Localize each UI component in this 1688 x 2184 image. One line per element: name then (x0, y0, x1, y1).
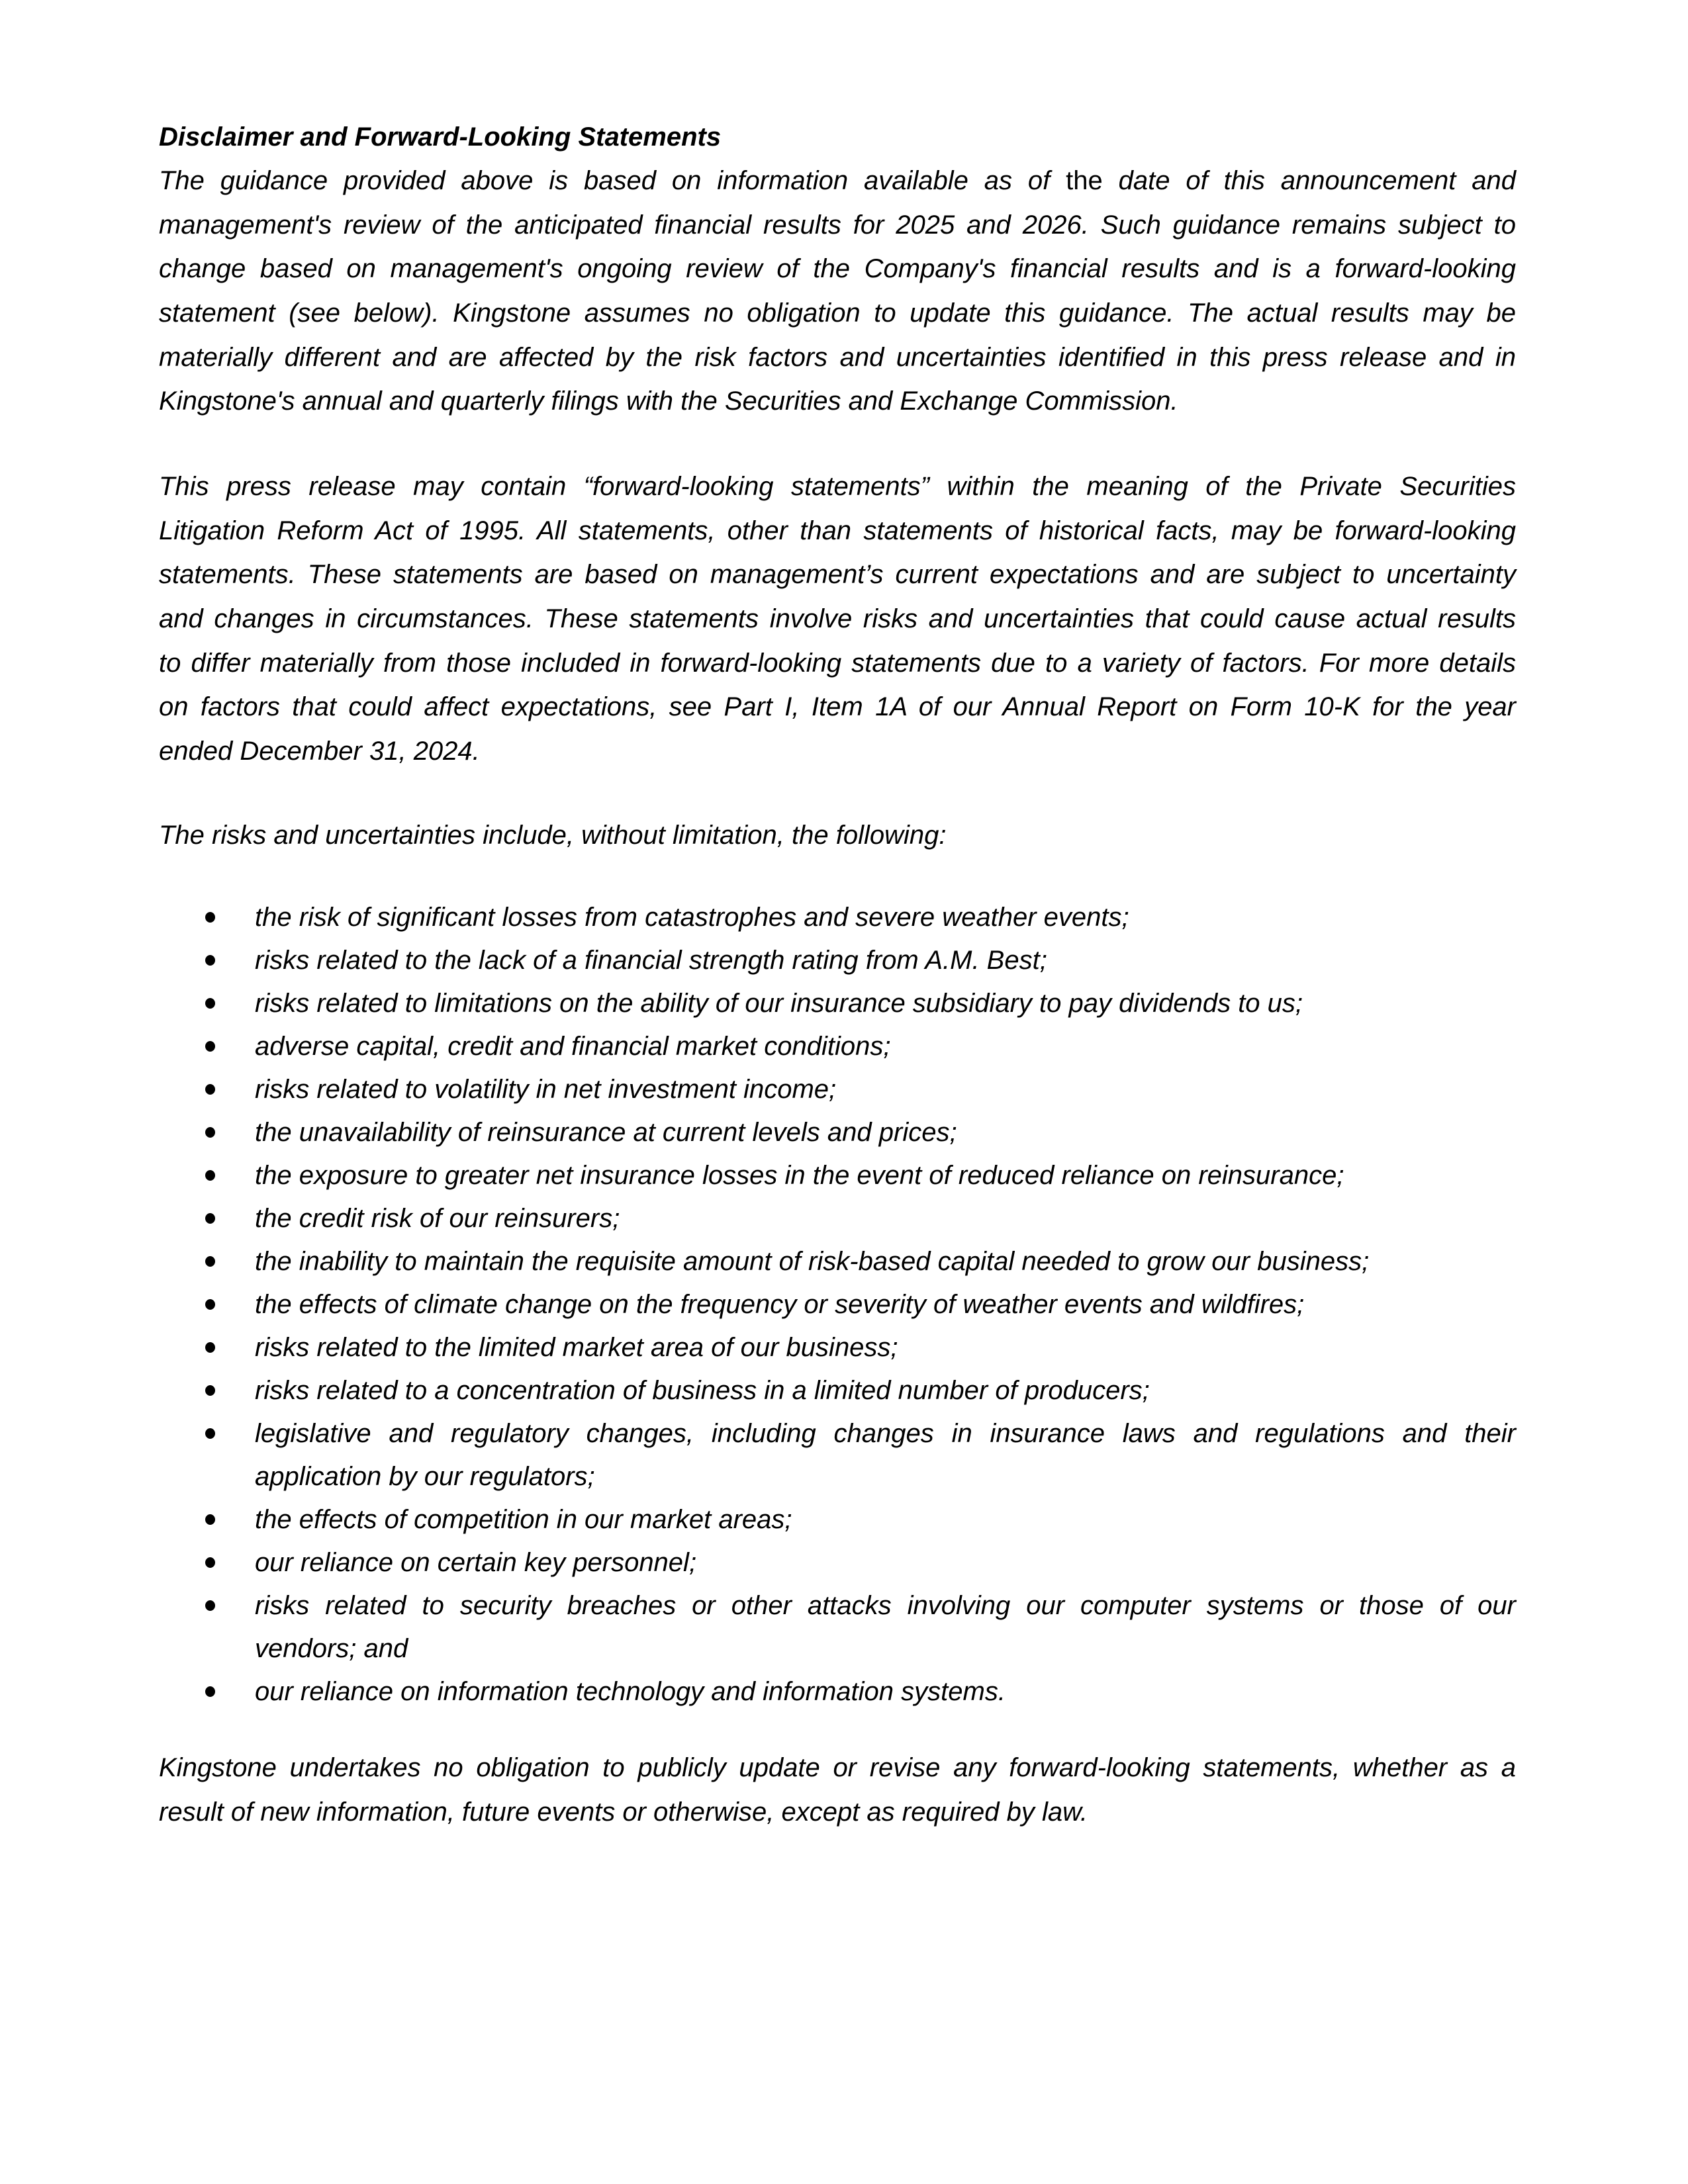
list-item (159, 1670, 1516, 1713)
paragraph-line: to differ materially from those included in forward-looking statements due to a variety of factors. For more details (159, 648, 1516, 678)
risks-intro (159, 813, 1516, 858)
bullet-icon (205, 1041, 215, 1052)
closing-paragraph (159, 1746, 1516, 1834)
paragraph-line: This press release may contain “forward-looking statements” within the meaning of the Private Securities (159, 472, 1516, 501)
list-item (159, 1541, 1516, 1584)
guidance-disclaimer-paragraph (159, 159, 1516, 424)
list-item-text: adverse capital, credit and financial market conditions; (255, 1032, 891, 1061)
paragraph-line: materially different and are affected by the risk factors and uncertainties identified in this press release and in (159, 342, 1516, 372)
section-heading: Disclaimer and Forward-Looking Statements (159, 122, 722, 152)
list-item-text: vendors; and (255, 1634, 408, 1663)
paragraph-line: Litigation Reform Act of 1995. All statements, other than statements of historical facts, may be forward-looking (159, 516, 1516, 545)
bullet-icon (205, 1600, 215, 1611)
list-item-text: the credit risk of our reinsurers; (255, 1204, 620, 1233)
paragraph-line: and changes in circumstances. These statements involve risks and uncertainties that could cause actual results (159, 604, 1516, 634)
risk-factors-list (159, 896, 1516, 1713)
list-item (159, 896, 1516, 939)
list-item-text: risks related to a concentration of business in a limited number of producers; (255, 1376, 1150, 1405)
list-item-text: risks related to the lack of a financial strength rating from A.M. Best; (255, 946, 1047, 975)
list-item-text: risks related to volatility in net investment income; (255, 1075, 837, 1104)
paragraph-line: result of new information, future events or otherwise, except as required by law. (159, 1797, 1088, 1827)
paragraph-line: statement (see below). Kingstone assumes no obligation to update this guidance. The actual results may be (159, 298, 1516, 328)
list-item-text: legislative and regulatory changes, including changes in insurance laws and regulations and their (255, 1419, 1516, 1448)
forward-looking-paragraph (159, 465, 1516, 774)
paragraph-line: Kingstone undertakes no obligation to publicly update or revise any forward-looking statements, whether as a (159, 1753, 1516, 1782)
list-item-text: the unavailability of reinsurance at current levels and prices; (255, 1118, 957, 1147)
list-item-text: the risk of significant losses from catastrophes and severe weather events; (255, 903, 1129, 932)
list-item-text: the effects of climate change on the frequency or severity of weather events and wildfires; (255, 1290, 1305, 1319)
paragraph-line: statements. These statements are based on management’s current expectations and are subject to uncertainty (159, 560, 1516, 590)
list-item (159, 1326, 1516, 1369)
bullet-icon (205, 998, 215, 1009)
list-item-text: risks related to the limited market area of our business; (255, 1333, 898, 1362)
bullet-icon (205, 955, 215, 966)
list-item (159, 1197, 1516, 1240)
list-item (159, 1369, 1516, 1412)
list-item (159, 1154, 1516, 1197)
paragraph-line: change based on management's ongoing review of the Company's financial results and is a forward-looking (159, 254, 1516, 284)
list-item-text: the effects of competition in our market areas; (255, 1505, 792, 1534)
bullet-icon (205, 1170, 215, 1181)
bullet-icon (205, 1428, 215, 1439)
list-item (159, 1025, 1516, 1068)
bullet-icon (205, 1342, 215, 1353)
list-item (159, 982, 1516, 1025)
bullet-icon (205, 1514, 215, 1525)
list-item-text: risks related to security breaches or other attacks involving our computer systems or those of our (255, 1591, 1516, 1620)
bullet-icon (205, 1084, 215, 1095)
bullet-icon (205, 1557, 215, 1568)
list-item (159, 1111, 1516, 1154)
bullet-icon (205, 1213, 215, 1224)
bullet-icon (205, 1299, 215, 1310)
list-item (159, 1584, 1516, 1670)
paragraph-line: The guidance provided above is based on information available as of the date of this announcement and (159, 166, 1517, 195)
risks-intro-text: The risks and uncertainties include, without limitation, the following: (159, 821, 947, 850)
list-item (159, 1412, 1516, 1498)
list-item-text: our reliance on certain key personnel; (255, 1548, 697, 1577)
list-item-text: the exposure to greater net insurance losses in the event of reduced reliance on reinsurance; (255, 1161, 1344, 1190)
paragraph-line: on factors that could affect expectations, see Part I, Item 1A of our Annual Report on Form 10-K for the year (159, 692, 1516, 722)
bullet-icon (205, 1127, 215, 1138)
paragraph-line: Kingstone's annual and quarterly filings with the Securities and Exchange Commission. (159, 387, 1178, 416)
list-item (159, 1240, 1516, 1283)
bullet-icon (205, 1686, 215, 1697)
bullet-icon (205, 1385, 215, 1396)
list-item-text: risks related to limitations on the ability of our insurance subsidiary to pay dividends to us; (255, 989, 1303, 1018)
paragraph-line: management's review of the anticipated financial results for 2025 and 2026. Such guidance remains subject to (159, 210, 1516, 240)
list-item (159, 1283, 1516, 1326)
list-item-text: application by our regulators; (255, 1462, 595, 1491)
list-item (159, 1498, 1516, 1541)
disclaimer-section (159, 115, 1516, 159)
list-item-text: the inability to maintain the requisite amount of risk-based capital needed to grow our business; (255, 1247, 1370, 1276)
list-item (159, 939, 1516, 982)
list-item-text: our reliance on information technology and information systems. (255, 1677, 1006, 1706)
bullet-icon (205, 912, 215, 923)
list-item (159, 1068, 1516, 1111)
bullet-icon (205, 1256, 215, 1267)
paragraph-line: ended December 31, 2024. (159, 737, 480, 766)
